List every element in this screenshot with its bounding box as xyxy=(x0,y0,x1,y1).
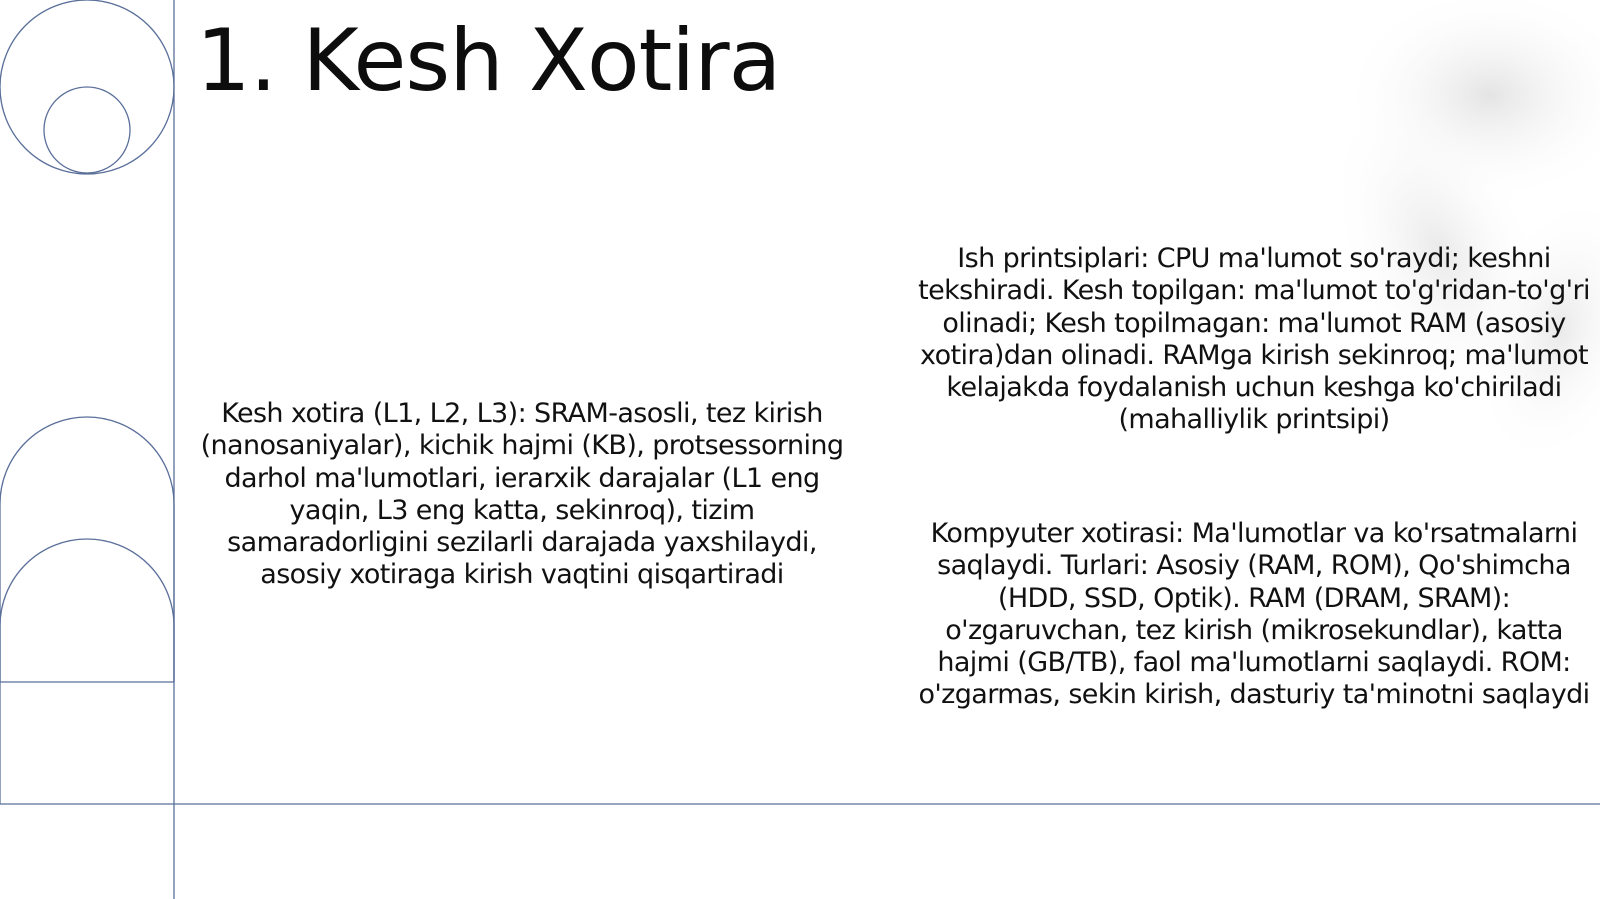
cache-memory-description: Kesh xotira (L1, L2, L3): SRAM-asosli, tez kirish (nanosaniyalar), kichik hajmi (KB), protsessorning darhol ma'lumotlari, ierarxik darajalar (L1 eng yaqin, L3 eng katta, sekinroq), tizim samaradorligini sezilarli darajada yaxshilaydi, asosiy xotiraga kirish vaqtini qisqartiradi xyxy=(200,398,844,591)
lower-arch-outline xyxy=(0,539,174,682)
working-principles-text: Ish printsiplari: CPU ma'lumot so'raydi; keshni tekshiradi. Kesh topilgan: ma'lumot to'g'ridan-to'g'ri olinadi; Kesh topilmagan: ma'lumot RAM (asosiy xotira)dan olinadi. RAMga kirish sekinroq; ma'lumot kelajakda foydalanish uchun keshga ko'chiriladi (mahalliylik printsipi) xyxy=(918,243,1590,436)
upper-arch-outline xyxy=(0,417,174,682)
small-circle-outline xyxy=(44,87,130,173)
slide-title: 1. Kesh Xotira xyxy=(196,11,781,111)
computer-memory-text: Kompyuter xotirasi: Ma'lumotlar va ko'rsatmalarni saqlaydi. Turlari: Asosiy (RAM, ROM), Qo'shimcha (HDD, SSD, Optik). RAM (DRAM, SRAM): o'zgaruvchan, tez kirish (mikrosekundlar), katta hajmi (GB/TB), faol ma'lumotlarni saqlaydi. ROM: o'zgarmas, sekin kirish, dasturiy ta'minotni saqlaydi xyxy=(918,518,1590,711)
